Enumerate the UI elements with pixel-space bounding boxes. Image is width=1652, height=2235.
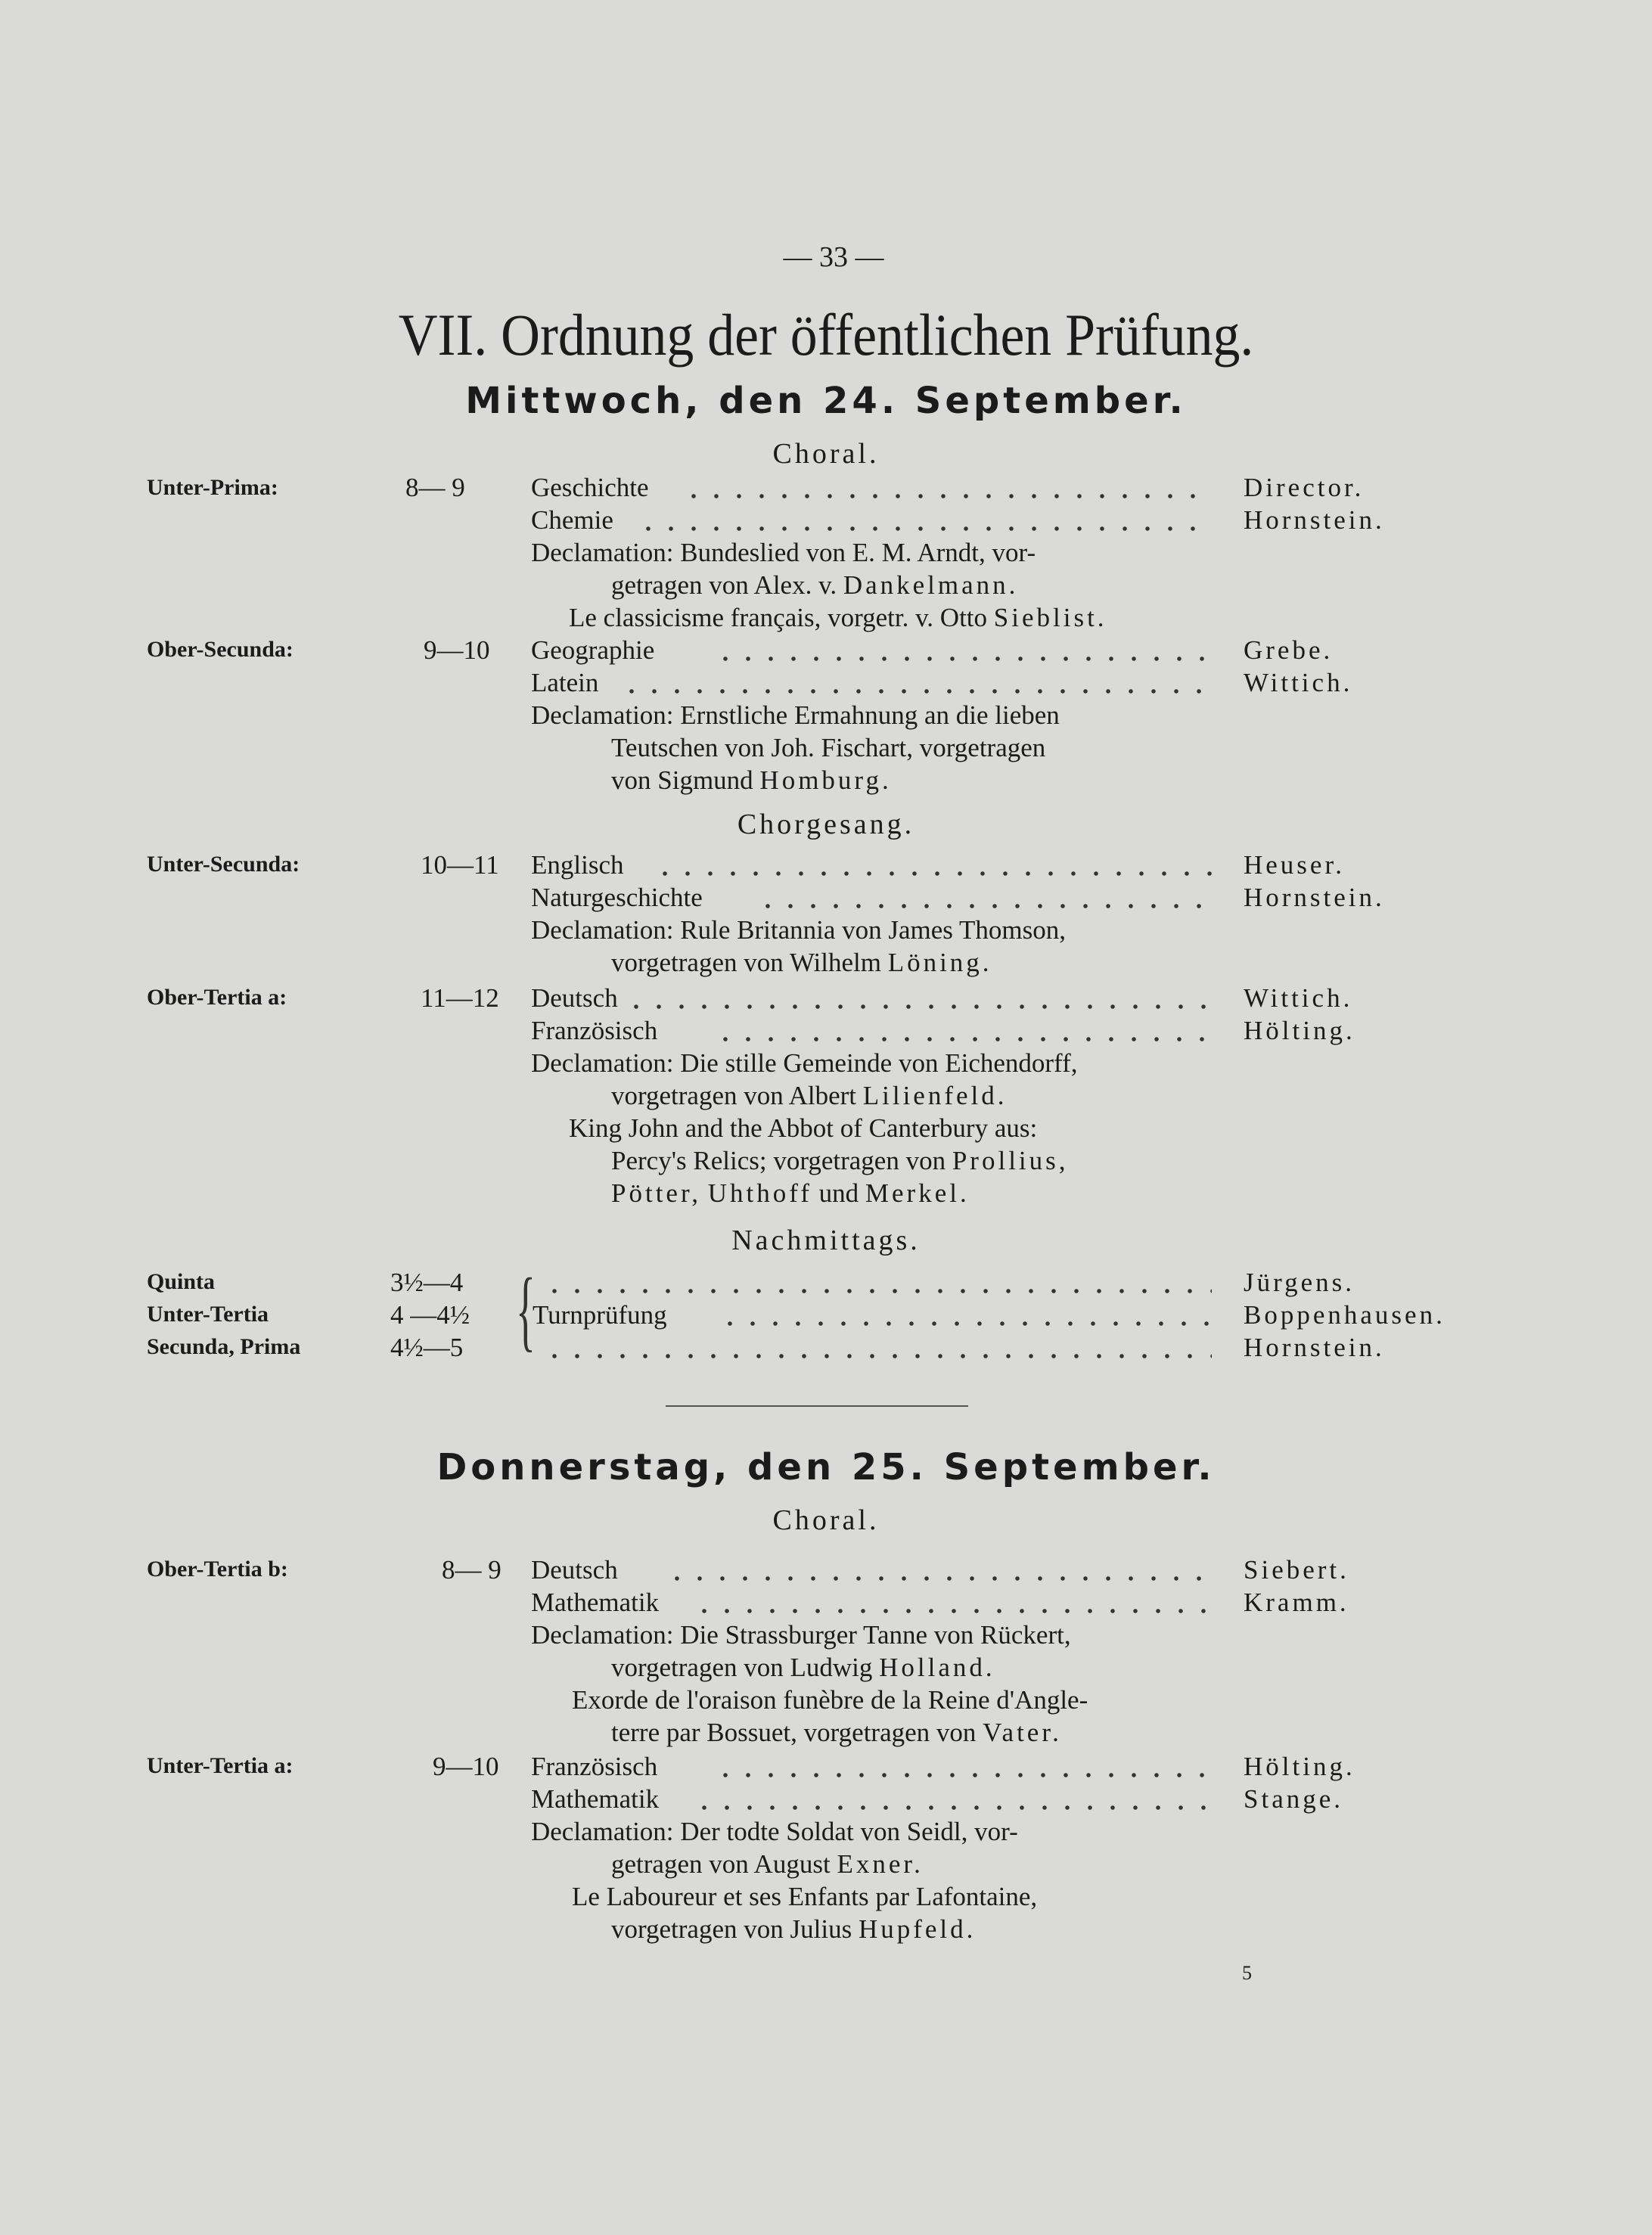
subject: Französisch xyxy=(531,1752,658,1781)
declamation-line xyxy=(611,1653,1212,1683)
signature-mark: 5 xyxy=(1242,1962,1252,1984)
declamation-text: vorgetragen von Ludwig xyxy=(611,1653,873,1682)
page-number: — 33 — xyxy=(783,241,884,273)
declamation-line xyxy=(531,915,1212,945)
dot-leader xyxy=(714,1770,1212,1780)
dot-leader xyxy=(714,653,1212,664)
teacher: Heuser. xyxy=(1244,850,1345,880)
divider xyxy=(666,1405,968,1407)
declamation-label: Declamation: xyxy=(531,1620,674,1650)
conjunction: und xyxy=(818,1178,859,1208)
class-label: Unter-Secunda: xyxy=(147,852,300,877)
class-label: Quinta xyxy=(147,1269,216,1294)
declamation-text: Bundeslied von E. M. Arndt, vor- xyxy=(680,538,1036,567)
subject: Deutsch xyxy=(531,983,618,1013)
teacher: Hornstein. xyxy=(1244,1333,1385,1362)
performer-name: Hupfeld. xyxy=(858,1914,977,1944)
class-label: Secunda, Prima xyxy=(147,1334,301,1359)
time-slot: 8— 9 xyxy=(405,473,465,502)
class-label: Unter-Tertia xyxy=(147,1302,269,1327)
declamation-line xyxy=(611,1718,1212,1748)
brace: { xyxy=(516,1259,536,1360)
declamation-line xyxy=(611,570,1212,601)
performer-name: Homburg. xyxy=(759,765,892,795)
teacher: Kramm. xyxy=(1244,1588,1349,1617)
declamation-line: Le Laboureur et ses Enfants par Lafontaine, xyxy=(572,1882,1038,1911)
declamation-line: King John and the Abbot of Canterbury aus: xyxy=(569,1113,1038,1143)
day1-title: Mittwoch, den 24. September. xyxy=(465,380,1187,422)
declamation-line xyxy=(531,1817,1212,1847)
performer-name: Uhthoff xyxy=(707,1178,812,1208)
declamation-line xyxy=(531,700,1212,731)
dot-leader xyxy=(719,1318,1212,1329)
section-heading: VII. Ordnung der öffentlichen Prüfung. xyxy=(398,302,1254,368)
declamation-text: vorgetragen von Wilhelm xyxy=(611,948,881,977)
class-label: Unter-Prima: xyxy=(147,475,278,500)
performer-name: Prollius, xyxy=(952,1146,1069,1175)
teacher: Siebert. xyxy=(1244,1555,1349,1585)
subject: Naturgeschichte xyxy=(531,883,703,912)
day2-title: Donnerstag, den 25. September. xyxy=(436,1446,1216,1488)
time-slot: 11—12 xyxy=(421,983,499,1013)
dot-leader xyxy=(693,1802,1212,1813)
dot-leader xyxy=(714,1034,1212,1045)
subject: Englisch xyxy=(531,850,624,880)
class-label: Ober-Tertia b: xyxy=(147,1557,288,1582)
declamation-text: Rule Britannia von James Thomson, xyxy=(680,915,1067,945)
teacher: Hornstein. xyxy=(1244,505,1385,535)
declamation-text: Die Strassburger Tanne von Rückert, xyxy=(680,1620,1071,1650)
performer-name: Lilienfeld. xyxy=(862,1081,1008,1110)
declamation-text: getragen von August xyxy=(611,1849,831,1879)
performer-name: Sieblist. xyxy=(993,603,1107,632)
day2-choral: Choral. xyxy=(772,1504,880,1536)
declamation-text: Der todte Soldat von Seidl, vor- xyxy=(680,1817,1018,1846)
teacher: Hölting. xyxy=(1244,1016,1355,1045)
declamation-line xyxy=(611,948,1212,978)
teacher: Stange. xyxy=(1244,1784,1344,1814)
performer-name: Merkel. xyxy=(865,1178,970,1208)
performer-name: Exner. xyxy=(837,1849,924,1879)
teacher: Boppenhausen. xyxy=(1244,1300,1446,1330)
dot-leader xyxy=(620,686,1212,697)
declamation-line xyxy=(611,1146,1212,1176)
teacher: Jürgens. xyxy=(1244,1268,1355,1297)
class-label: Unter-Tertia a: xyxy=(147,1753,293,1778)
declamation-line: Exorde de l'oraison funèbre de la Reine d'Angle- xyxy=(572,1685,1088,1715)
dot-leader xyxy=(756,901,1212,911)
declamation-text: Le classicisme français, vorgetr. v. Otto xyxy=(569,603,988,632)
class-label: Ober-Tertia a: xyxy=(147,985,287,1010)
declamation-text: von Sigmund xyxy=(611,765,753,795)
subject: Chemie xyxy=(531,505,613,535)
subject: Turnprüfung xyxy=(533,1300,667,1330)
declamation-text: Ernstliche Ermahnung an die lieben xyxy=(680,700,1060,730)
time-slot: 8— 9 xyxy=(442,1555,502,1585)
subject: Geographie xyxy=(531,635,655,665)
subject: Geschichte xyxy=(531,473,649,502)
dot-leader xyxy=(654,868,1212,879)
dot-leader xyxy=(666,1573,1212,1584)
declamation-line xyxy=(611,1849,1212,1880)
subject: Französisch xyxy=(531,1016,658,1045)
declamation-text: Percy's Relics; vorgetragen von xyxy=(611,1146,946,1175)
time-slot: 3½—4 xyxy=(390,1268,464,1297)
declamation-line: Teutschen von Joh. Fischart, vorgetragen xyxy=(611,733,1046,762)
dot-leader xyxy=(682,491,1212,501)
teacher: Hölting. xyxy=(1244,1752,1355,1781)
declamation-label: Declamation: xyxy=(531,915,674,945)
declamation-text: Die stille Gemeinde von Eichendorff, xyxy=(680,1048,1078,1078)
declamation-line xyxy=(569,603,1250,633)
time-slot: 10—11 xyxy=(421,850,499,880)
performer-name: Pötter, xyxy=(611,1178,701,1208)
declamation-text: vorgetragen von Albert xyxy=(611,1081,856,1110)
performer-name: Vater. xyxy=(983,1718,1062,1747)
declamation-label: Declamation: xyxy=(531,538,674,567)
dot-leader xyxy=(637,523,1212,534)
declamation-label: Declamation: xyxy=(531,1817,674,1846)
declamation-label: Declamation: xyxy=(531,1048,674,1078)
declamation-line xyxy=(611,1081,1212,1111)
teacher: Wittich. xyxy=(1244,668,1353,697)
performer-name: Dankelmann. xyxy=(843,570,1019,600)
dot-leader xyxy=(543,1351,1212,1361)
day1-choral: Choral. xyxy=(772,438,880,470)
declamation-line xyxy=(531,538,1212,568)
dot-leader xyxy=(543,1286,1212,1296)
teacher: Grebe. xyxy=(1244,635,1334,665)
declamation-line xyxy=(611,1178,1212,1209)
subject: Mathematik xyxy=(531,1784,660,1814)
performer-name: Löning. xyxy=(887,948,992,977)
time-slot: 4½—5 xyxy=(390,1333,464,1362)
time-slot: 9—10 xyxy=(433,1752,499,1781)
teacher: Hornstein. xyxy=(1244,883,1385,912)
dot-leader xyxy=(625,1001,1212,1012)
subject: Latein xyxy=(531,668,599,697)
teacher: Wittich. xyxy=(1244,983,1353,1013)
subject: Mathematik xyxy=(531,1588,660,1617)
class-label: Ober-Secunda: xyxy=(147,637,293,662)
declamation-line xyxy=(531,1048,1212,1079)
chorgesang: Chorgesang. xyxy=(737,809,915,840)
performer-name: Holland. xyxy=(879,1653,995,1682)
declamation-line xyxy=(611,1914,1212,1945)
teacher: Director. xyxy=(1244,473,1365,502)
time-slot: 9—10 xyxy=(424,635,490,665)
subject: Deutsch xyxy=(531,1555,618,1585)
declamation-line xyxy=(531,1620,1212,1650)
dot-leader xyxy=(693,1606,1212,1616)
declamation-text: vorgetragen von Julius xyxy=(611,1914,852,1944)
declamation-text: terre par Bossuet, vorgetragen von xyxy=(611,1718,977,1747)
time-slot: 4 —4½ xyxy=(390,1300,470,1330)
declamation-label: Declamation: xyxy=(531,700,674,730)
declamation-text: getragen von Alex. v. xyxy=(611,570,837,600)
declamation-line xyxy=(611,765,1212,796)
nachmittags: Nachmittags. xyxy=(731,1225,921,1256)
